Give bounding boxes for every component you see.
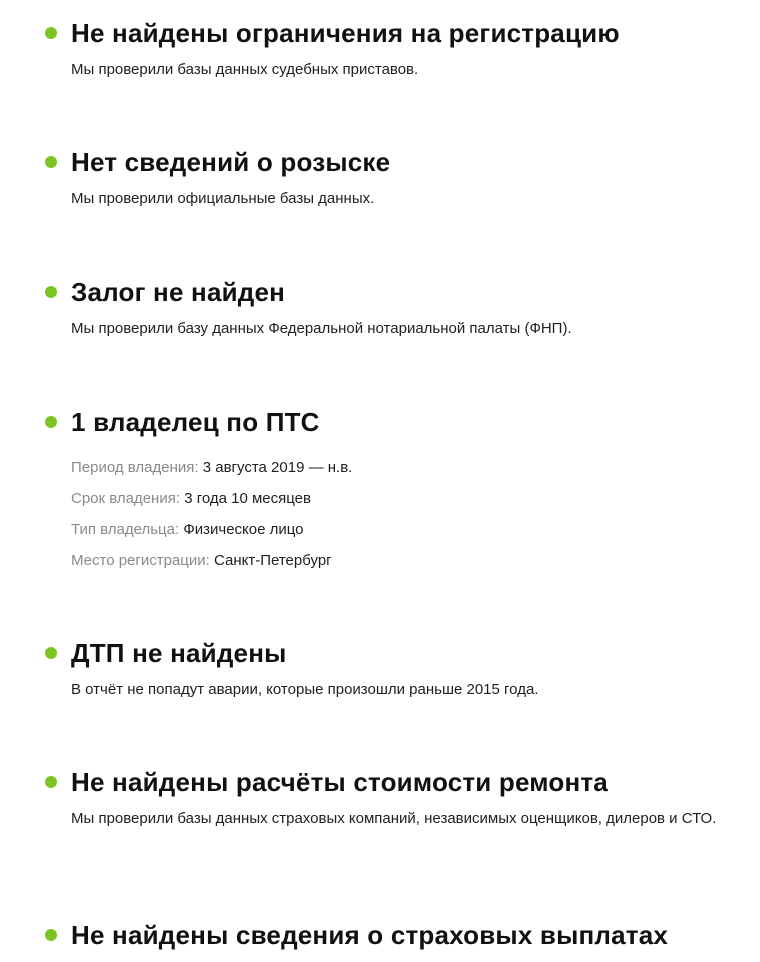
check-owners <box>0 405 760 569</box>
detail-value: Санкт-Петербург <box>214 552 332 569</box>
status-dot-icon <box>45 416 57 428</box>
check-wanted <box>0 145 760 207</box>
owner-detail-row <box>71 457 721 488</box>
check-description: Мы проверили базы данных судебных приставов. <box>71 61 419 78</box>
check-accidents <box>0 636 760 698</box>
owner-details <box>71 457 721 581</box>
status-dot-icon <box>45 647 57 659</box>
status-dot-icon <box>45 929 57 941</box>
detail-value: Физическое лицо <box>183 521 304 538</box>
detail-label: Тип владельца: <box>71 521 180 538</box>
check-title: 1 владелец по ПТС <box>71 407 320 437</box>
check-title: Не найдены сведения о страховых выплатах <box>71 920 669 950</box>
check-description: Мы проверили базы данных страховых компаний, независимых оценщиков, дилеров и СТО. <box>71 810 717 827</box>
check-title: Не найдены ограничения на регистрацию <box>71 18 620 48</box>
check-description: Мы проверили официальные базы данных. <box>71 190 375 207</box>
check-description: Мы проверили базу данных Федеральной нотариальной палаты (ФНП). <box>71 320 572 337</box>
check-repair-estimates <box>0 765 760 827</box>
owner-detail-row <box>71 519 721 550</box>
status-dot-icon <box>45 156 57 168</box>
check-pledge <box>0 275 760 337</box>
owner-detail-row <box>71 550 721 581</box>
check-title: Залог не найден <box>71 277 286 307</box>
owner-detail-row <box>71 488 721 519</box>
detail-label: Срок владения: <box>71 490 181 507</box>
check-description: В отчёт не попадут аварии, которые произошли раньше 2015 года. <box>71 681 539 698</box>
check-insurance-payouts <box>0 918 760 954</box>
detail-value: 3 августа 2019 — н.в. <box>202 459 353 476</box>
check-registration-restrictions <box>0 16 760 78</box>
check-title: ДТП не найдены <box>71 638 287 668</box>
detail-label: Период владения: <box>71 459 199 476</box>
check-title: Не найдены расчёты стоимости ремонта <box>71 767 608 797</box>
status-dot-icon <box>45 286 57 298</box>
status-dot-icon <box>45 27 57 39</box>
detail-value: 3 года 10 месяцев <box>184 490 311 507</box>
status-dot-icon <box>45 776 57 788</box>
detail-label: Место регистрации: <box>71 552 210 569</box>
check-title: Нет сведений о розыске <box>71 147 391 177</box>
